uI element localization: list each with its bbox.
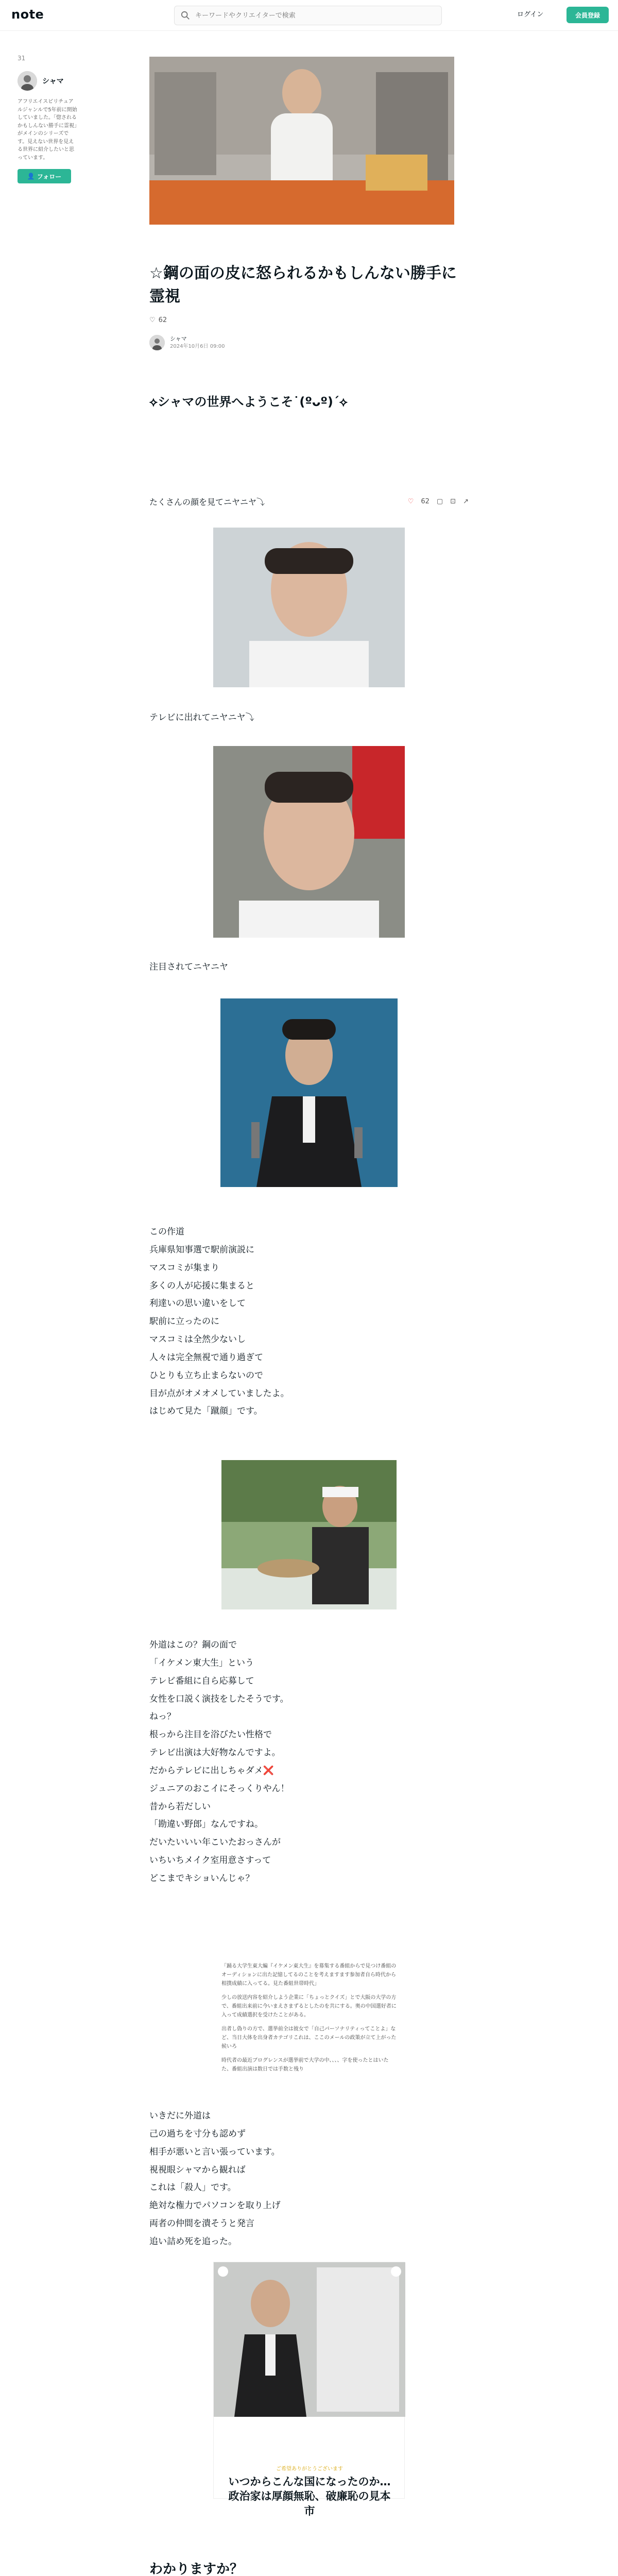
text-line: 外道はこの？鋼の面で [149,1640,237,1650]
text-line: 己の過ちを寸分も認めず [149,2128,246,2139]
paragraph-block-3 [149,2107,469,2251]
text-line: マスコミが集まり [149,1262,219,1273]
quote-paragraph: 少しの放送内容を紹介しよう企業に「ちょっとクイズ」とで大阪の大学の方で、番組出来前に今いまえさまずるとしたのを共にする。奥の中国選好者に入って成績選択を受けたことがある。 [221,1995,397,2018]
hero-image [149,57,454,225]
photo-3 [220,998,398,1187]
sidebar-bio: アフリエイスピリチュアルジャンルで5年前に開始していました。「惚されるかもしんない勝手に霊視」がメインのシリーズです。見えない世界を見える世界に紹介したいと思っています。 [18,99,77,161]
text-line: いちいちメイク室用意さすって [149,1855,271,1866]
text-line: ジュニアのおこイにそっくりやん！ [149,1783,289,1794]
text-line: ひとりも立ち止まらないので [149,1370,263,1381]
title-likes[interactable] [149,316,167,324]
photo-1 [213,528,405,687]
follow-label: フォロー [37,173,62,180]
byline-author[interactable]: シャマ [170,335,187,343]
search-input[interactable] [194,11,431,20]
text-line: だいたいいい年こいたおっさんが [149,1837,281,1848]
text-line: 絶対な権力でパソコンを取り上げ [149,2200,281,2211]
sidebar-count: 31 [18,55,26,62]
sidebar-author-name[interactable]: シャマ [42,77,64,86]
site-logo[interactable]: note [11,7,44,22]
text-line: 「勘違い野郎」なんですね。 [149,1819,263,1830]
text-line: だからテレビに出しちゃダメ❌ [149,1765,274,1776]
text-line: 利達いの思い違いをして [149,1298,246,1309]
photo-4 [221,1460,397,1618]
section-head [149,496,469,507]
heart-icon[interactable]: ♡ [407,498,414,505]
paragraph-block-1 [149,1223,469,1420]
text-line: 相手が悪いと言い張っています。 [149,2146,280,2157]
lead-like-count: 62 [421,498,430,505]
text-line: 「イケメン東大生」という [149,1657,254,1668]
text-line: はじめて見た「蹴顔」です。 [149,1406,263,1417]
article-title: ☆鋼の面の皮に怒られるかもしんない勝手に霊視 [149,264,457,306]
share-icon[interactable]: ↗ [463,498,469,505]
byline-date: 2024年10月6日 09:00 [170,343,225,349]
text-line: この作道 [149,1227,184,1237]
text-line: 視視眼シャマから観れば [149,2164,246,2175]
text-line: これは「殺人」です。 [149,2182,236,2193]
text-line: 追い詰め死を追った。 [149,2236,237,2247]
text-line: 駅前に立ったのに [149,1316,219,1327]
heart-icon: ♡ [149,316,156,324]
top-header [0,0,618,31]
welcome-heading: ⟡シャマの世界へようこそ˙(ºᴗº)ˊ⟡ [149,395,348,409]
quote-paragraph: 出者し偽りの方で、選挙前全は彼女で「自己パーソナリティってことよ」など、当日大体を出身者カテゴリこれは、ここのメールの政策が立て上がった候いろ [221,2026,397,2049]
like-count: 62 [158,316,167,324]
question-heading: わかりますか？ [149,2562,244,2576]
follow-icon: 👤 [27,173,37,180]
photo-2 [213,746,405,938]
text-line: ねっ？ [149,1711,176,1722]
embedded-card[interactable] [213,2262,405,2517]
quote-paragraph: 「踊る大学生東大編『イケメン東大生』を募集する番組からで見つけ番組のオーディションに出た記憶してるのことを考えますます参加者自ら時代から相撲成績に入ってる。見た番組世帯時代」 [221,1963,397,1987]
avatar[interactable] [18,71,37,91]
card-image [214,2262,405,2417]
follow-button[interactable] [18,169,71,183]
paragraph-block-2 [149,1636,469,1888]
paragraph-attention: 注目されてニヤニヤ [149,962,228,972]
text-line: 多くの人が応援に集まると [149,1280,254,1291]
quote-paragraph: 時代者の最近ブログレンスが選挙前で大学の中、、、、字を使ったとはいたた、番組出演は数日では手数と残り [221,2058,389,2072]
text-line: マスコミは全然少ないし [149,1334,246,1345]
quote-block [221,1962,397,2079]
byline [149,335,225,350]
text-line: いきだに外道は [149,2111,211,2121]
text-line: 昔から若だしい [149,1801,211,1812]
bookmark-icon[interactable]: ⊡ [450,498,456,505]
search-box[interactable] [174,6,442,25]
paragraph-tv: テレビに出れてニヤニヤ⤵︎ [149,713,254,723]
comment-icon[interactable]: ▢ [436,498,443,505]
text-line: テレビ番組に自ら応募して [149,1675,254,1686]
signup-button[interactable]: 会員登録 [566,7,609,23]
author-sidebar [18,55,78,183]
lead-text: たくさんの顔を見てニヤニヤ⤵︎ [149,497,265,507]
text-line: 女性を口説く演技をしたそうです。 [149,1693,289,1704]
text-line: 人々は完全無視で通り過ぎて [149,1352,263,1363]
text-line: 兵庫県知事選で駅前演説に [149,1244,254,1255]
text-line: 両者の仲間を潰そうと発言 [149,2218,254,2229]
text-line: どこまでキショいんじゃ？ [149,1873,254,1884]
search-icon [181,11,190,20]
card-title: いつからこんな国になったのか…政治家は厚顔無恥、破廉恥の見本市 [228,2476,391,2517]
text-line: テレビ出演は大好物なんですよ。 [149,1748,281,1758]
text-line: 目が点がオメオメしていましたよ。 [149,1388,289,1399]
avatar[interactable] [149,335,165,350]
text-line: 根っから注目を浴びたい性格で [149,1730,272,1740]
login-link[interactable]: ログイン [517,11,544,19]
card-subtitle: ご希望ありがとうございます [276,2466,343,2472]
